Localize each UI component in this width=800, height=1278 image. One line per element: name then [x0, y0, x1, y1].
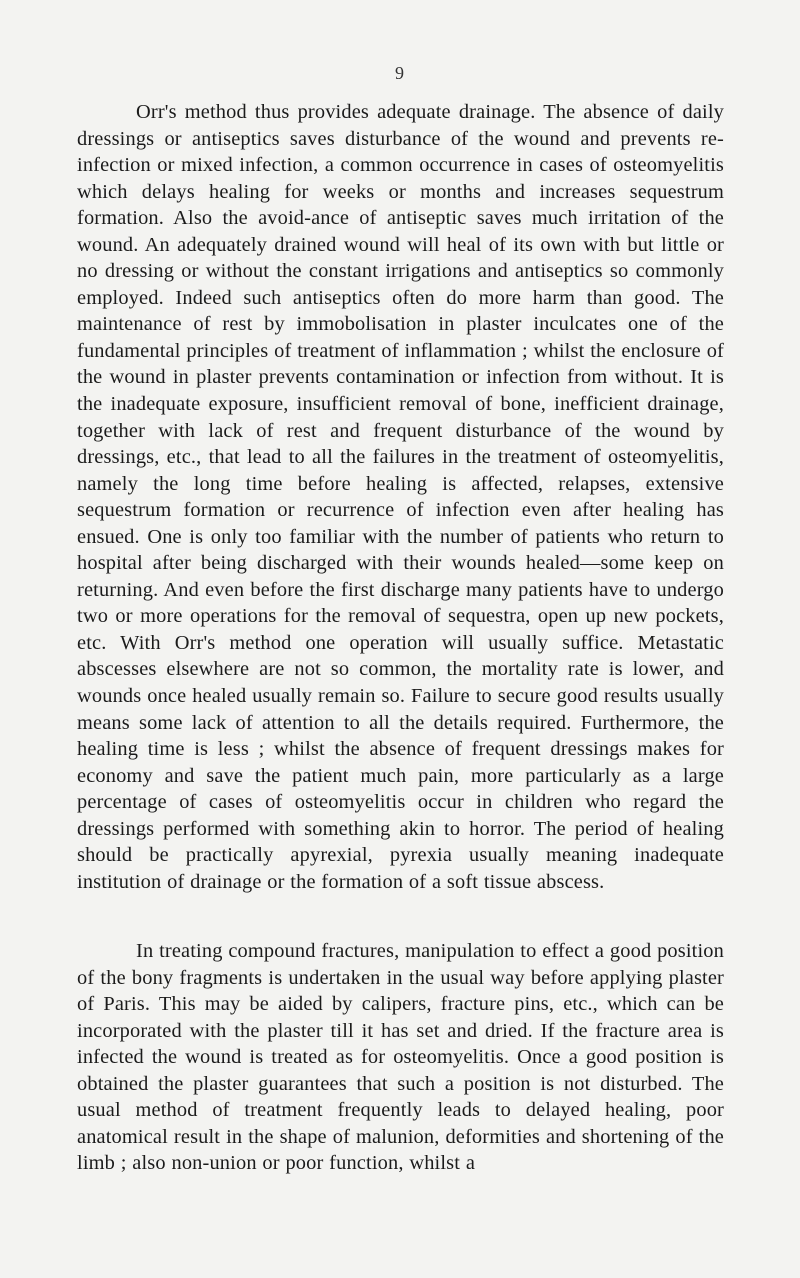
paragraph-text: In treating compound fractures, manipulation to effect a good position of the bony fragments is undertaken in the usual way before applying plaster of Paris. This may be aided by calipers, fracture pins, etc., which can be incorporated with the plaster till it has set and dried. If the fracture area is infected the wound is treated as for osteomyelitis. Once a good position is obtained the plaster guarantees that such a position is not disturbed. The usual method of treatment frequently leads to delayed healing, poor anatomical result in the shape of malunion, deformities and shortening of the limb ; also non-union or poor function, whilst a — [77, 940, 724, 1175]
paragraph-orrs-method — [77, 99, 724, 895]
paragraph-compound-fractures — [77, 938, 724, 1177]
page-number: 9 — [395, 63, 405, 83]
paragraph-text: Orr's method thus provides adequate drainage. The absence of daily dressings or antiseptics saves disturbance of the wound and prevents re-infection or mixed infection, a common occurrence in cases of osteomyelitis which delays healing for weeks or months and increases sequestrum formation. Also the avoid-ance of antiseptic saves much irritation of the wound. An adequately drained wound will heal of its own with but little or no dressing or without the constant irrigations and antiseptics so commonly employed. Indeed such antiseptics often do more harm than good. The maintenance of rest by immobolisation in plaster inculcates one of the fundamental principles of treatment of inflammation ; whilst the enclosure of the wound in plaster prevents contamination or infection from without. It is the inadequate exposure, insufficient removal of bone, inefficient drainage, together with lack of rest and frequent disturbance of the wound by dressings, etc., that lead to all the failures in the treatment of osteomyelitis, namely the long time before healing is affected, relapses, extensive sequestrum formation or recurrence of infection even after healing has ensued. One is only too familiar with the number of patients who return to hospital after being discharged with their wounds healed—some keep on returning. And even before the first discharge many patients have to undergo two or more operations for the removal of sequestra, open up new pockets, etc. With Orr's method one operation will usually suffice. Metastatic abscesses elsewhere are not so common, the mortality rate is lower, and wounds once healed usually remain so. Failure to secure good results usually means some lack of attention to all the details required. Furthermore, the healing time is less ; whilst the absence of frequent dressings makes for economy and save the patient much pain, more particularly as a large percentage of cases of osteomyelitis occur in children who regard the dressings performed with something akin to horror. The period of healing should be practically apyrexial, pyrexia usually meaning inadequate institution of drainage or the formation of a soft tissue abscess. — [77, 101, 724, 893]
